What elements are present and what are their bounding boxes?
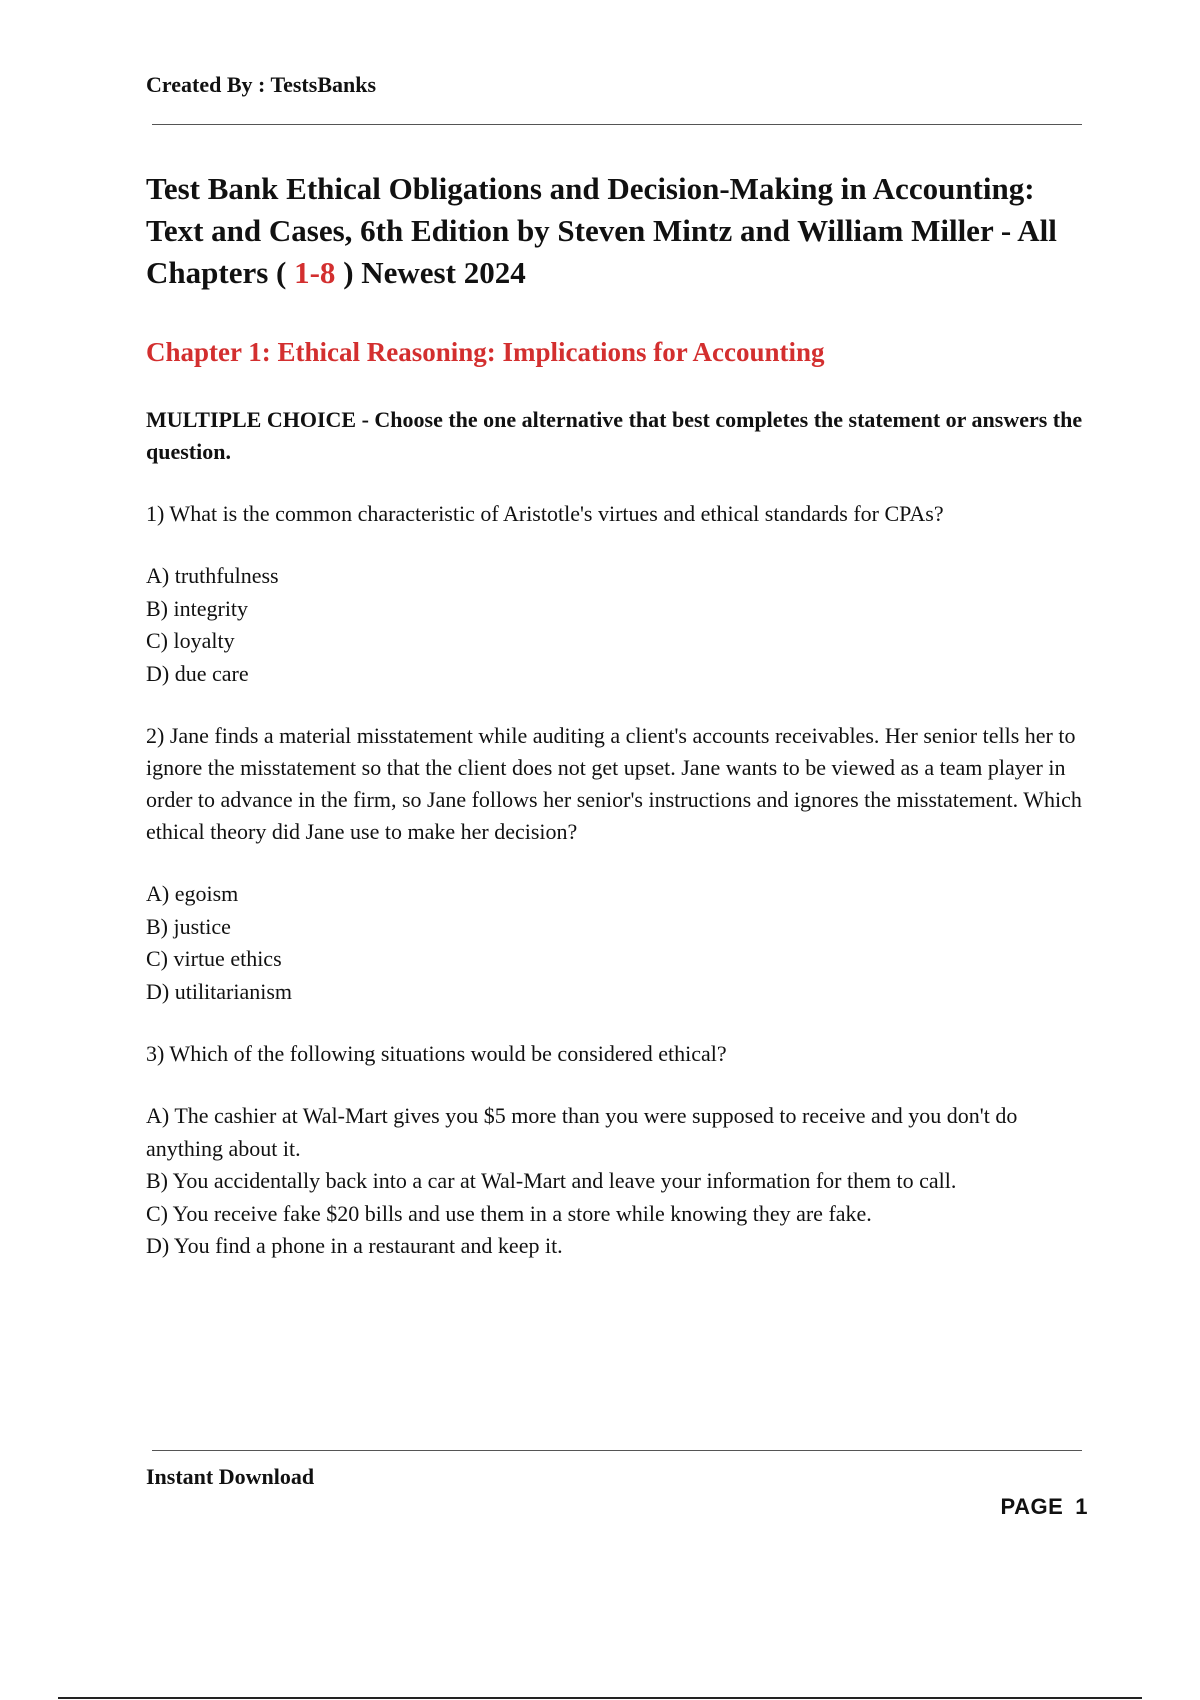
question-2: 2) Jane finds a material misstatement while auditing a client's accounts receivables. Her senior tells her to ignore the misstatement so that the client does not get upset. Jane wants to be viewed as a team player in order to advance in the firm, so Jane follows her senior's instructions and ignores the misstatement. Which ethical theory did Jane use to make her decision? — [146, 723, 1082, 844]
document-title-part2: ) Newest 2024 — [335, 255, 526, 290]
document-title-part1: Test Bank Ethical Obligations and Decision-Making in Accounting: Text and Cases, 6th Edition by Steven Mintz and William Miller - All Chapters ( — [146, 171, 1057, 290]
question-1-option-b: B) integrity — [146, 595, 249, 621]
page-bottom-edge — [58, 1697, 1142, 1699]
question-2-option-a: A) egoism — [146, 881, 239, 906]
question-3-option-d: D) You find a phone in a restaurant and keep it. — [146, 1233, 563, 1258]
multiple-choice-instructions: MULTIPLE CHOICE - Choose the one alternative that best completes the statement or answers the question. — [146, 407, 1083, 464]
page-label: PAGE — [1000, 1494, 1064, 1519]
footer-divider — [152, 1450, 1082, 1451]
page-number — [1001, 1494, 1088, 1520]
page-number-value: 1 — [1075, 1494, 1088, 1519]
question-1-option-d: D) due care — [146, 660, 249, 686]
question-1: 1) What is the common characteristic of Aristotle's virtues and ethical standards for CPAs? — [146, 501, 944, 526]
question-1-options — [146, 560, 1086, 690]
question-3-option-b: B) You accidentally back into a car at Wal-Mart and leave your information for them to call. — [146, 1168, 957, 1193]
page-content — [146, 168, 1086, 1263]
question-1-option-c: C) loyalty — [146, 628, 235, 653]
question-2-option-d: D) utilitarianism — [146, 978, 293, 1004]
document-title-chapter-range: 1-8 — [294, 255, 336, 290]
document-title — [146, 168, 1086, 294]
question-3-option-c: C) You receive fake $20 bills and use them in a store while knowing they are fake. — [146, 1200, 872, 1226]
question-1-option-a: A) truthfulness — [146, 563, 279, 588]
chapter-heading: Chapter 1: Ethical Reasoning: Implications for Accounting — [146, 337, 825, 367]
question-3-options — [146, 1100, 1086, 1263]
question-3: 3) Which of the following situations would be considered ethical? — [146, 1041, 727, 1066]
created-by-header: Created By : TestsBanks — [146, 72, 377, 97]
question-2-options — [146, 878, 1086, 1008]
instant-download-footer: Instant Download — [146, 1464, 315, 1489]
question-2-option-c: C) virtue ethics — [146, 946, 282, 971]
header-divider — [152, 124, 1082, 125]
question-3-option-a: A) The cashier at Wal-Mart gives you $5 more than you were supposed to receive and you don't do anything about it. — [146, 1103, 1018, 1161]
question-2-option-b: B) justice — [146, 913, 231, 939]
